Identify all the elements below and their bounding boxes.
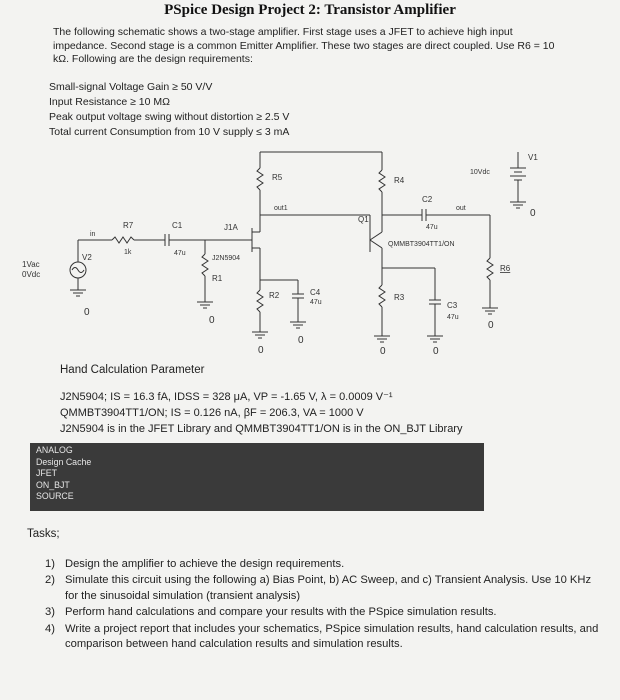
- gnd-label-3: 0: [258, 345, 264, 356]
- source-v2: [70, 240, 112, 290]
- requirements-list: [49, 80, 289, 140]
- c2-value: 47u: [426, 224, 438, 231]
- library-note: J2N5904 is in the JFET Library and QMMBT3904TT1/ON is in the ON_BJT Library: [60, 423, 463, 435]
- capacitor-c2: [382, 209, 490, 221]
- v2-label: V2: [82, 253, 92, 262]
- vin-name-label: 1Vac: [22, 260, 40, 269]
- resistor-r2: [252, 280, 268, 338]
- gnd-label-1: 0: [84, 307, 90, 318]
- gnd-label-7: 0: [488, 320, 494, 331]
- jfet-params: J2N5904; IS = 16.3 fA, IDSS = 328 μA, VP = -1.65 V, λ = 0.0009 V⁻¹: [60, 391, 393, 403]
- v1-value: 10Vdc: [470, 169, 490, 176]
- ground-v2: [70, 290, 86, 296]
- bjt-params: QMMBT3904TT1/ON; IS = 0.126 nA, βF = 206.3, VA = 1000 V: [60, 407, 364, 419]
- net-in-label: in: [90, 231, 96, 238]
- c1-label: C1: [172, 221, 183, 230]
- tasks-heading: Tasks;: [27, 528, 60, 540]
- j1-label: J1A: [224, 223, 238, 232]
- task-number: 2): [45, 574, 55, 587]
- library-item-jfet[interactable]: JFET: [36, 468, 58, 478]
- task-text: Write a project report that includes your schematics, PSpice simulation results, hand calculation results, and comparison between hand calculation results and simulation results.: [65, 622, 599, 651]
- task-item-3: [45, 605, 605, 620]
- resistor-r6: [482, 215, 498, 314]
- c3-value: 47u: [447, 314, 459, 321]
- library-item-source[interactable]: SOURCE: [36, 491, 74, 501]
- requirement-current: Total current Consumption from 10 V supply ≤ 3 mA: [49, 126, 290, 138]
- gnd-label-8: 0: [530, 208, 536, 219]
- schematic-diagram: [20, 140, 560, 360]
- gnd-label-5: 0: [380, 346, 386, 357]
- resistor-r7: [112, 237, 165, 243]
- requirement-input-resistance: Input Resistance ≥ 10 MΩ: [49, 96, 171, 108]
- page-title: PSpice Design Project 2: Transistor Amplifier: [164, 2, 456, 18]
- r3-label: R3: [394, 293, 405, 302]
- c4-value: 47u: [310, 299, 322, 306]
- q1-label: Q1: [358, 215, 369, 224]
- hand-calc-params: [60, 389, 462, 437]
- intro-paragraph: The following schematic shows a two-stage amplifier. First stage uses a JFET to achieve high input impedance. Second stage is a common Emitter Amplifier. These two stages are direct coupled. Use R6 = 10 kΩ. Following are the design requirements:: [53, 26, 555, 65]
- c2-label: C2: [422, 195, 433, 204]
- capacitor-c1: [165, 234, 205, 246]
- jfet-j1: [205, 210, 260, 280]
- task-item-2: [45, 573, 605, 604]
- task-number: 3): [45, 606, 55, 619]
- library-list-panel: [30, 443, 484, 511]
- r6-label: R6: [500, 264, 511, 273]
- capacitor-c3: [382, 268, 443, 342]
- r2-label: R2: [269, 291, 280, 300]
- task-text: Simulate this circuit using the following a) Bias Point, b) AC Sweep, and c) Transient Analysis. Use 10 KHz for the sinusoidal simulation (transient analysis): [65, 574, 592, 602]
- task-item-4: [45, 622, 605, 653]
- net-out1-label: out1: [274, 205, 288, 212]
- v1-label: V1: [528, 153, 538, 162]
- task-number: 4): [45, 622, 55, 635]
- resistor-r1: [197, 240, 213, 308]
- requirement-output-swing: Peak output voltage swing without distortion ≥ 2.5 V: [49, 111, 290, 123]
- r1-label: R1: [212, 274, 223, 283]
- task-item-1: [45, 557, 605, 572]
- requirement-gain: Small-signal Voltage Gain ≥ 50 V/V: [49, 81, 213, 93]
- capacitor-c4: [260, 280, 306, 328]
- library-item-on-bjt[interactable]: ON_BJT: [36, 479, 70, 490]
- vin-dc-label: 0Vdc: [22, 270, 41, 279]
- j1-model: J2N5904: [212, 255, 241, 262]
- r7-label: R7: [123, 221, 134, 230]
- r7-value: 1k: [124, 249, 132, 256]
- r5-label: R5: [272, 173, 283, 182]
- task-number: 1): [45, 558, 55, 570]
- library-item-design-cache[interactable]: Design Cache: [36, 456, 92, 467]
- gnd-label-6: 0: [433, 346, 439, 357]
- gnd-label-2: 0: [209, 315, 215, 326]
- task-text: Perform hand calculations and compare your results with the PSpice simulation results.: [65, 606, 497, 619]
- c3-label: C3: [447, 301, 458, 310]
- r4-label: R4: [394, 176, 405, 185]
- c4-label: C4: [310, 288, 321, 297]
- hand-calc-title: Hand Calculation Parameter: [60, 364, 205, 376]
- gnd-label-4: 0: [298, 335, 304, 346]
- library-item-analog[interactable]: ANALOG: [36, 445, 73, 455]
- tasks-list: [45, 557, 605, 653]
- resistor-r3: [374, 248, 390, 342]
- q1-model: QMMBT3904TT1/ON: [388, 241, 455, 248]
- net-out-label: out: [456, 205, 466, 212]
- task-text: Design the amplifier to achieve the design requirements.: [65, 558, 345, 570]
- c1-value: 47u: [174, 250, 186, 257]
- resistor-r4: [379, 152, 385, 232]
- bjt-q1: [370, 215, 382, 252]
